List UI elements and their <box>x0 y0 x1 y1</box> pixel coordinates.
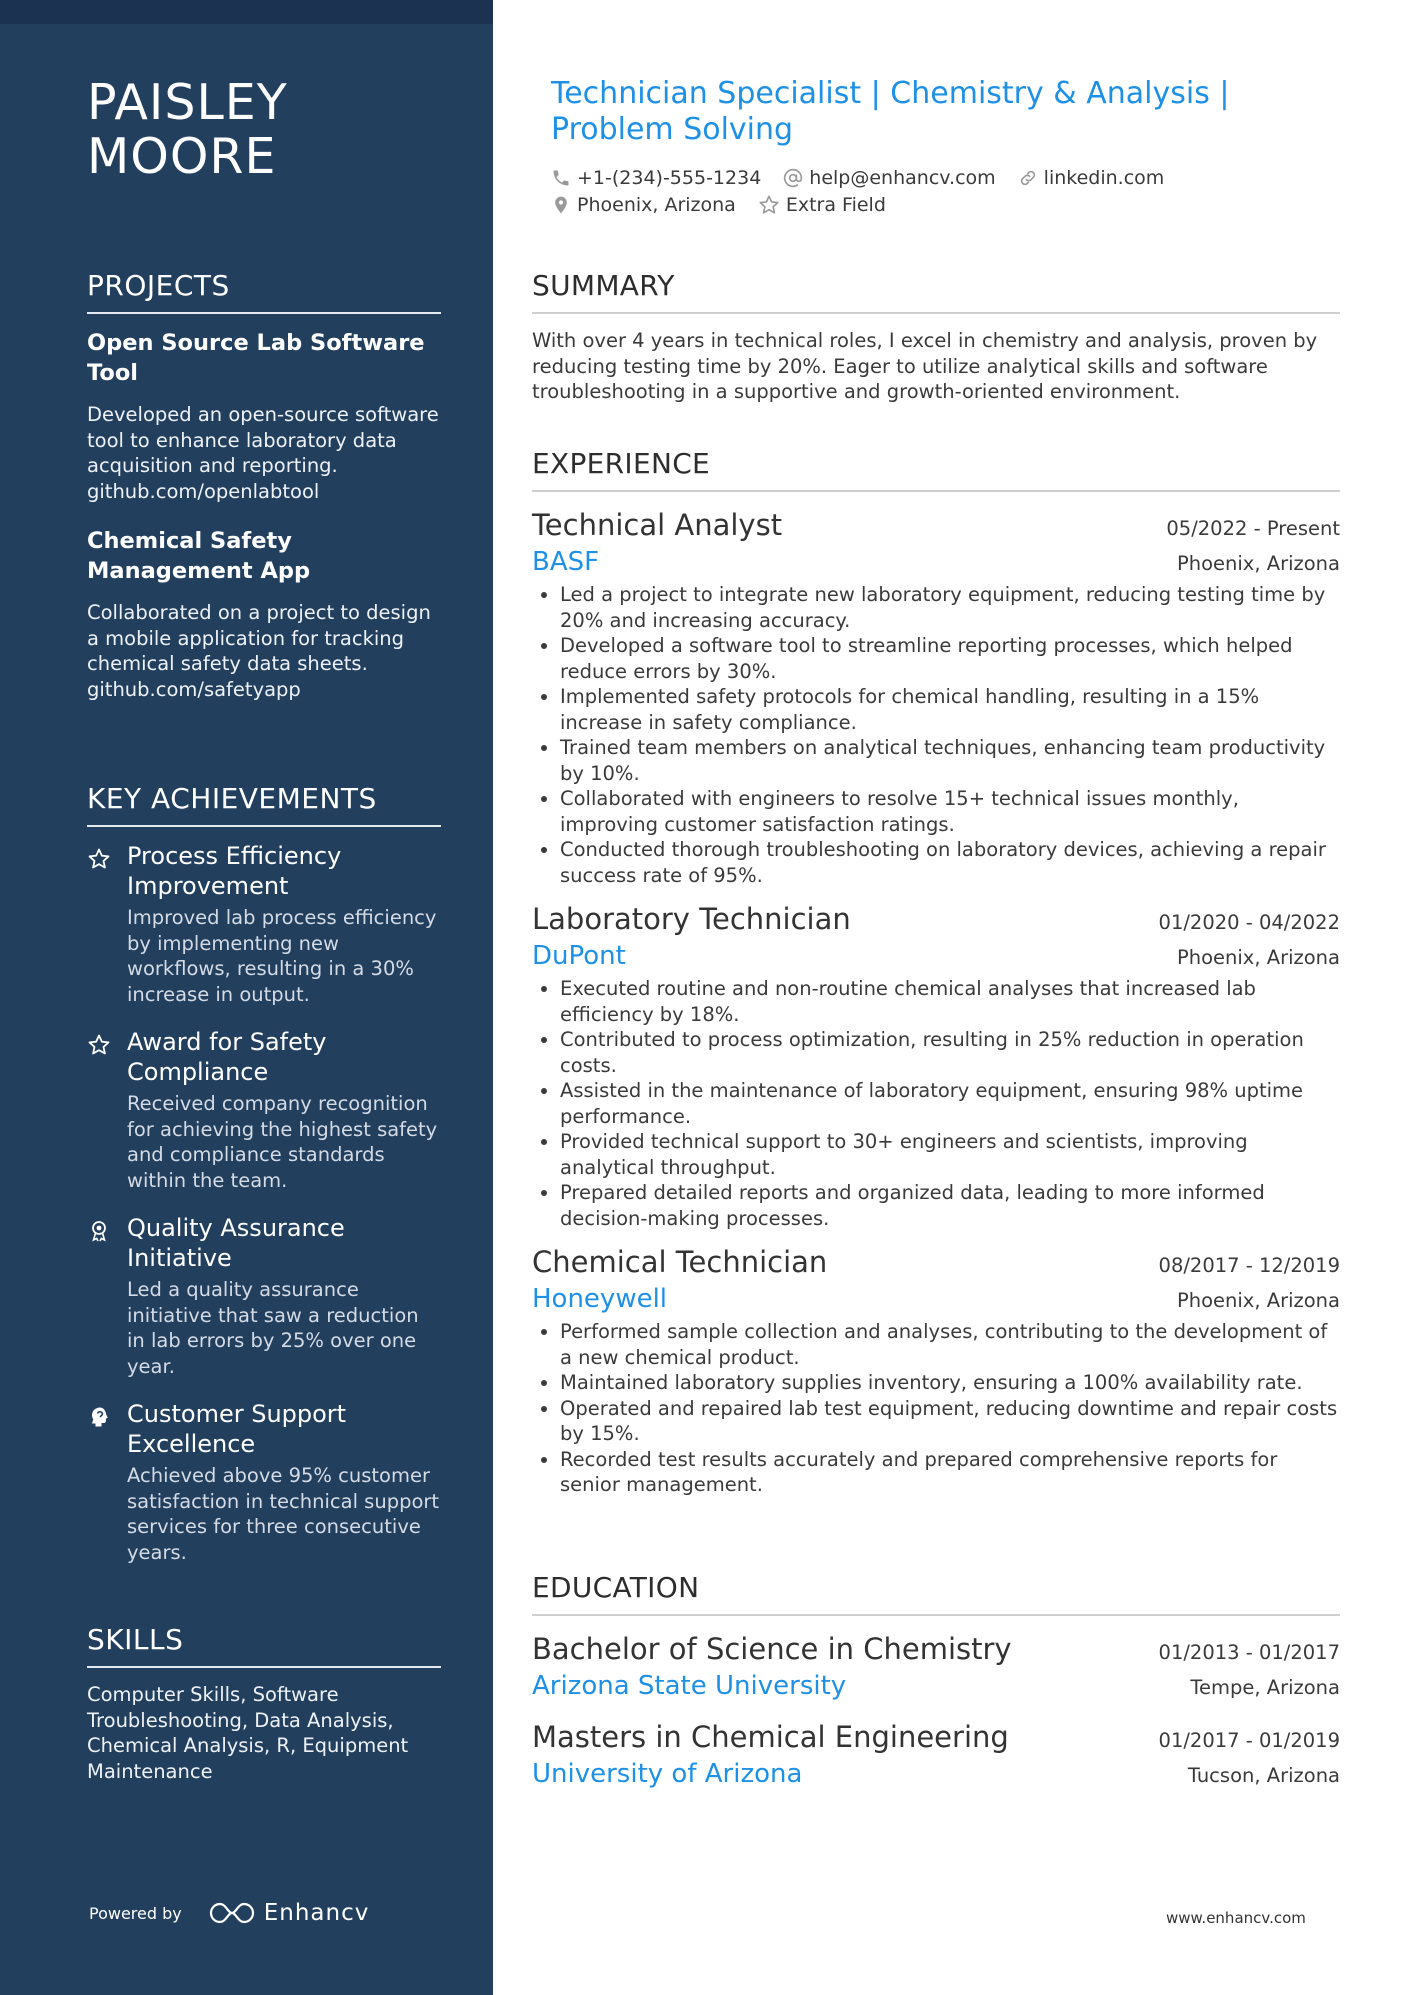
education-dates: 01/2017 - 01/2019 <box>1158 1729 1340 1752</box>
linkedin-text: linkedin.com <box>1043 166 1165 189</box>
at-sign-icon <box>783 168 803 188</box>
job-location: Phoenix, Arizona <box>1176 552 1340 575</box>
email-contact[interactable] <box>783 167 995 189</box>
powered-by-label: Powered by <box>89 1903 182 1923</box>
job-entry <box>532 900 1340 1231</box>
achievement-description: Received company recognition for achieving the highest safety and compliance standards within the team. <box>127 1092 438 1192</box>
achievement-title: Customer Support Excellence <box>127 1400 347 1458</box>
project-description: Developed an open-source software tool to enhance laboratory data acquisition and reporting. github.com/openlabtool <box>87 403 439 503</box>
job-entry <box>532 1243 1340 1498</box>
bullet-item: • Collaborated with engineers to resolve 15+ technical issues monthly, improving customer satisfaction ratings. <box>560 786 1340 837</box>
head-icon <box>87 1399 127 1565</box>
enhancv-logo-icon <box>208 1900 256 1926</box>
project-item <box>87 328 441 504</box>
achievements-section <box>87 781 441 1585</box>
project-description: Collaborated on a project to design a mobile application for tracking chemical safety data sheets. github.com/safetyapp <box>87 601 431 701</box>
bullet-item: • Implemented safety protocols for chemical handling, resulting in a 15% increase in safety compliance. <box>560 684 1340 735</box>
company-name: BASF <box>532 547 600 577</box>
school-name: University of Arizona <box>532 1759 803 1789</box>
projects-section <box>87 268 441 724</box>
achievement-item <box>87 1213 441 1379</box>
summary-text: With over 4 years in technical roles, I excel in chemistry and analysis, proven by reducing testing time by 20%. Eager to utilize analytical skills and software troubleshooting in a supportive and growth-oriented environment. <box>532 329 1318 403</box>
bullet-item: • Prepared detailed reports and organized data, leading to more informed decision-making processes. <box>560 1180 1340 1231</box>
powered-by <box>89 1900 369 1926</box>
project-title: Open Source Lab Software Tool <box>87 330 425 386</box>
star-icon <box>87 841 127 1007</box>
achievement-description: Improved lab process efficiency by implementing new workflows, resulting in a 30% increase in output. <box>127 906 437 1006</box>
job-title: Chemical Technician <box>532 1245 828 1279</box>
company-name: DuPont <box>532 941 626 971</box>
project-title: Chemical Safety Management App <box>87 528 311 584</box>
job-dates: 05/2022 - Present <box>1166 517 1340 540</box>
location-pin-icon <box>551 195 571 215</box>
achievement-description: Achieved above 95% customer satisfaction in technical support services for three consecutive years. <box>127 1464 440 1564</box>
bullet-item: • Led a project to integrate new laboratory equipment, reducing testing time by 20% and increasing accuracy. <box>560 582 1340 633</box>
job-dates: 08/2017 - 12/2019 <box>1158 1254 1340 1277</box>
star-icon <box>758 194 780 216</box>
location-contact <box>551 194 736 216</box>
experience-title: EXPERIENCE <box>532 446 1340 492</box>
phone-icon <box>551 168 571 188</box>
education-entry <box>532 1630 1340 1704</box>
candidate-name: PAISLEY MOORE <box>87 74 288 185</box>
bullet-item: • Performed sample collection and analyses, contributing to the development of a new chemical product. <box>560 1319 1340 1370</box>
achievement-item <box>87 1027 441 1193</box>
education-title: EDUCATION <box>532 1570 1340 1616</box>
linkedin-contact[interactable] <box>1018 167 1165 189</box>
achievements-title: KEY ACHIEVEMENTS <box>87 781 441 827</box>
school-location: Tucson, Arizona <box>1187 1764 1340 1787</box>
summary-title: SUMMARY <box>532 268 1340 314</box>
experience-section <box>532 446 1340 1510</box>
project-item <box>87 526 441 702</box>
education-section <box>532 1570 1340 1806</box>
email-text: help@enhancv.com <box>809 166 996 189</box>
degree-title: Masters in Chemical Engineering <box>532 1720 1009 1754</box>
achievement-title: Award for Safety Compliance <box>127 1028 327 1086</box>
school-name: Arizona State University <box>532 1671 847 1701</box>
achievement-item <box>87 841 441 1007</box>
job-dates: 01/2020 - 04/2022 <box>1158 911 1340 934</box>
job-bullets <box>532 582 1340 888</box>
bullet-item: • Operated and repaired lab test equipment, reducing downtime and repair costs by 15%. <box>560 1396 1340 1447</box>
bullet-item: • Assisted in the maintenance of laboratory equipment, ensuring 98% uptime performance. <box>560 1078 1340 1129</box>
education-dates: 01/2013 - 01/2017 <box>1158 1641 1340 1664</box>
bullet-item: • Trained team members on analytical techniques, enhancing team productivity by 10%. <box>560 735 1340 786</box>
achievement-title: Process Efficiency Improvement <box>127 842 342 900</box>
footer-url[interactable]: www.enhancv.com <box>1166 1909 1306 1927</box>
school-location: Tempe, Arizona <box>1190 1676 1340 1699</box>
bullet-item: • Contributed to process optimization, resulting in 25% reduction in operation costs. <box>560 1027 1340 1078</box>
phone-text: +1-(234)-555-1234 <box>577 166 762 189</box>
company-name: Honeywell <box>532 1284 668 1314</box>
degree-title: Bachelor of Science in Chemistry <box>532 1632 1012 1666</box>
bullet-item: • Executed routine and non-routine chemical analyses that increased lab efficiency by 18%. <box>560 976 1340 1027</box>
job-bullets <box>532 976 1340 1231</box>
summary-section <box>532 268 1340 405</box>
extra-field-text: Extra Field <box>785 193 886 216</box>
education-entry <box>532 1718 1340 1792</box>
contact-info <box>551 164 1351 218</box>
bullet-item: • Provided technical support to 30+ engineers and scientists, improving analytical throughput. <box>560 1129 1340 1180</box>
achievement-description: Led a quality assurance initiative that saw a reduction in lab errors by 25% over one year. <box>127 1278 419 1378</box>
sidebar-top-bar <box>0 0 493 24</box>
location-text: Phoenix, Arizona <box>577 193 736 216</box>
award-medal-icon <box>87 1213 127 1379</box>
skills-section <box>87 1622 441 1784</box>
bullet-item: • Developed a software tool to streamline reporting processes, which helped reduce errors by 30%. <box>560 633 1340 684</box>
star-icon <box>87 1027 127 1193</box>
sidebar <box>0 0 493 1995</box>
job-bullets <box>532 1319 1340 1498</box>
job-title: Laboratory Technician <box>532 902 851 936</box>
job-location: Phoenix, Arizona <box>1176 1289 1340 1312</box>
enhancv-brand: Enhancv <box>263 1900 370 1926</box>
projects-title: PROJECTS <box>87 268 441 314</box>
skills-title: SKILLS <box>87 1622 441 1668</box>
extra-field <box>758 194 886 216</box>
bullet-item: • Maintained laboratory supplies inventory, ensuring a 100% availability rate. <box>560 1370 1340 1396</box>
phone-contact[interactable] <box>551 167 761 189</box>
achievement-item <box>87 1399 441 1565</box>
bullet-item: • Recorded test results accurately and prepared comprehensive reports for senior management. <box>560 1447 1340 1498</box>
job-title: Technical Analyst <box>532 508 783 542</box>
headline: Technician Specialist | Chemistry & Analysis | Problem Solving <box>551 76 1230 147</box>
skills-list: Computer Skills, Software Troubleshooting, Data Analysis, Chemical Analysis, R, Equipment Maintenance <box>87 1683 409 1783</box>
job-entry <box>532 506 1340 888</box>
link-icon <box>1018 168 1038 188</box>
bullet-item: • Conducted thorough troubleshooting on laboratory devices, achieving a repair success rate of 95%. <box>560 837 1340 888</box>
job-location: Phoenix, Arizona <box>1176 946 1340 969</box>
achievement-title: Quality Assurance Initiative <box>127 1214 345 1272</box>
